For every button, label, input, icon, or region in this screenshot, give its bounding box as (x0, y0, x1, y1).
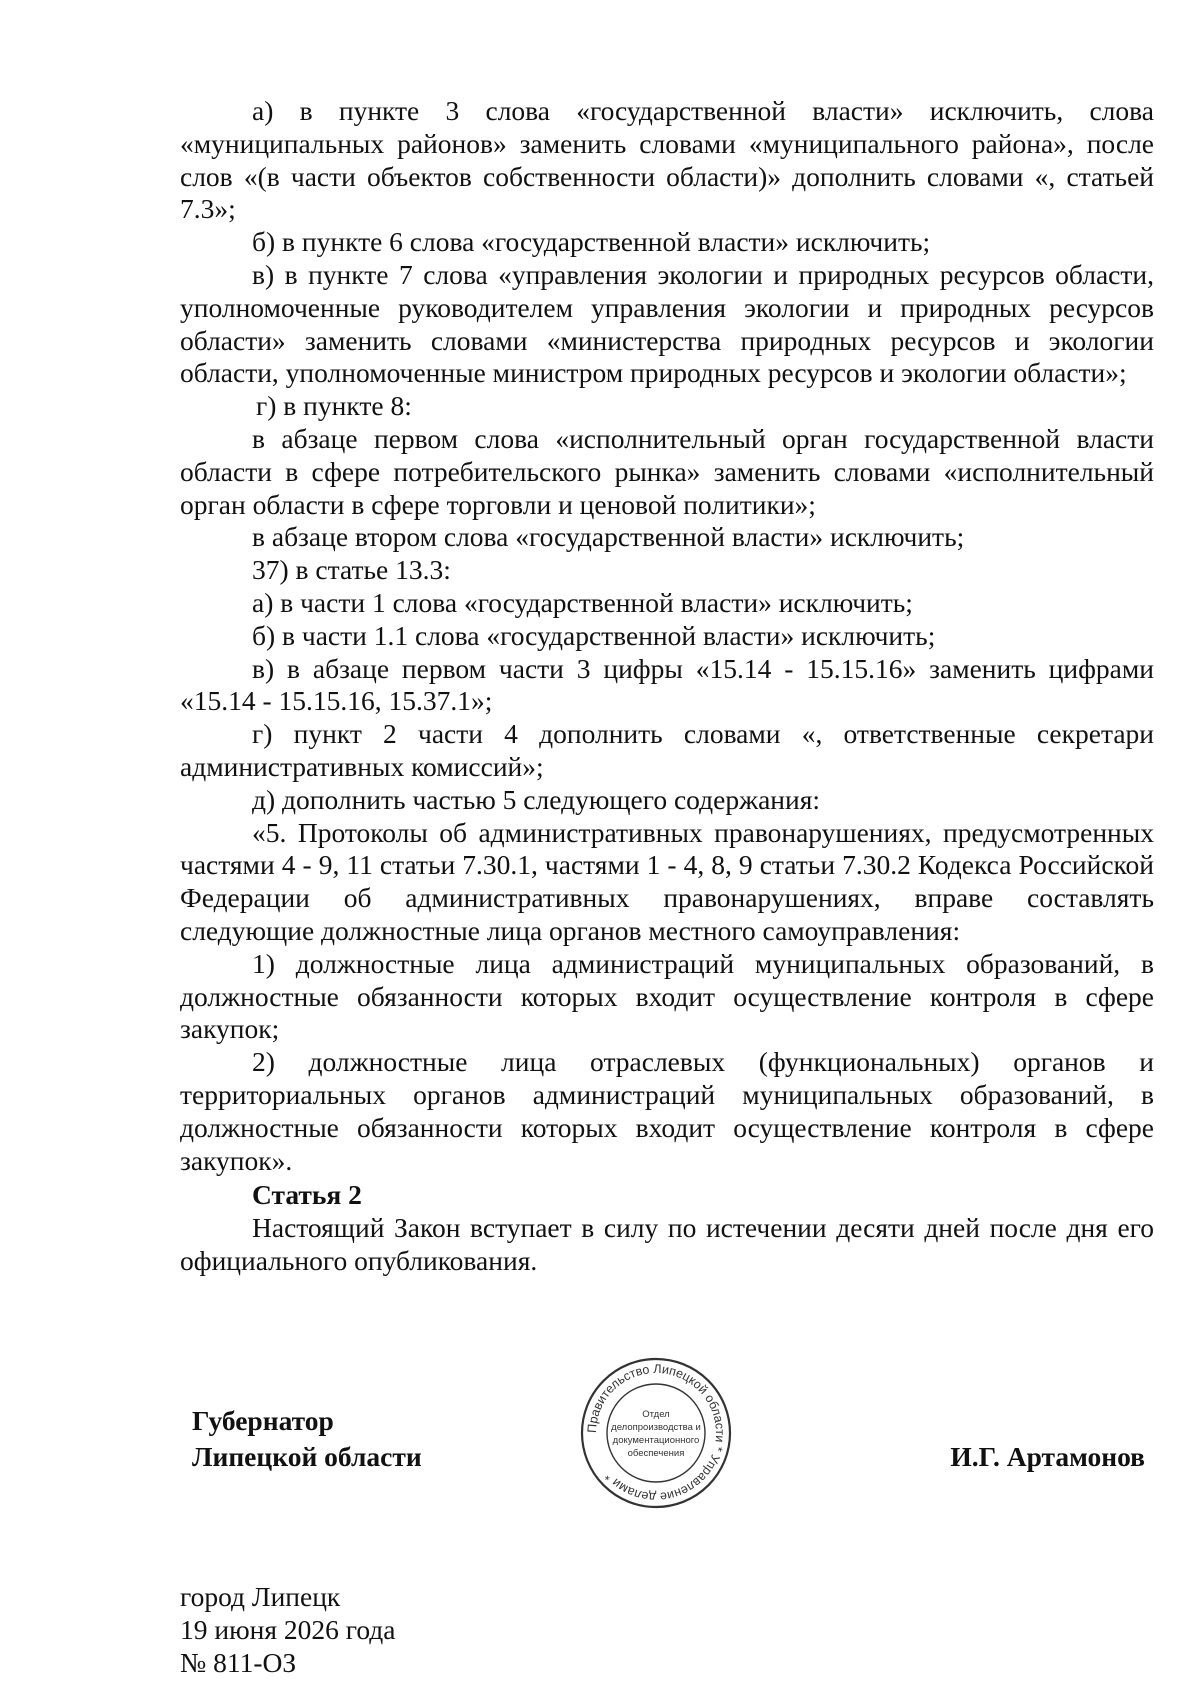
document-footer (180, 1580, 396, 1679)
signatory-name: И.Г. Артамонов (950, 1441, 1145, 1472)
stamp-ring-text: Правительство Липецкой области * Управление делами * (584, 1361, 728, 1505)
stamp-center-text: Отдел (642, 1409, 670, 1420)
paragraph: 37) в статье 13.3: (252, 554, 451, 586)
paragraph: в) в пункте 7 слова «управления экологии и природных ресурсов области, уполномоченные руководителем управления экологии и природных ресурсов области» заменить словами «министерства природных ресурсов и экологии области, уполномоченные министром природных ресурсов и экологии области»; (180, 258, 1154, 389)
paragraph: г) в пункте 8: (256, 390, 412, 422)
article-text: Настоящий Закон вступает в силу по истечении десяти дней после дня его официального опубликования. (180, 1212, 1154, 1276)
paragraph: в) в абзаце первом части 3 цифры «15.14 - 15.15.16» заменить цифрами «15.14 - 15.15.16, 15.37.1»; (180, 652, 1154, 717)
stamp-inner-ring (607, 1384, 705, 1482)
law-text-body (180, 95, 1154, 1278)
paragraph: б) в части 1.1 слова «государственной власти» исключить; (252, 619, 936, 651)
signatory-title-line: Липецкой области (192, 1441, 422, 1472)
paragraph: в абзаце первом слова «исполнительный орган государственной власти области в сфере потребительского рынка» заменить словами «исполнительный орган области в сфере торговли и ценовой политики»; (180, 422, 1154, 520)
paragraph: а) в пункте 3 слова «государственной власти» исключить, слова «муниципальных районов» заменить словами «муниципального района», после слов «(в части объектов собственности области)» дополнить словами «, статьей 7.3»; (180, 95, 1154, 225)
paragraph: «5. Протоколы об административных правонарушениях, предусмотренных частями 4 - 9, 11 статьи 7.30.1, частями 1 - 4, 8, 9 статьи 7.30.2 Кодекса Российской Федерации об административных правонарушениях, вправе составлять следующие должностные лица органов местного самоуправления: (180, 816, 1154, 946)
stamp-outer-ring (582, 1359, 730, 1507)
paragraph: б) в пункте 6 слова «государственной власти» исключить; (252, 226, 931, 258)
paragraph: 1) должностные лица администраций муниципальных образований, в должностные обязанности которых входит осуществление контроля в сфере закупок; (180, 947, 1154, 1045)
city-line: город Липецк (180, 1581, 341, 1612)
law-number: № 811-ОЗ (180, 1647, 297, 1678)
article-heading: Статья 2 (252, 1179, 362, 1211)
stamp-center-text: делопроизводства и (611, 1422, 701, 1433)
signatory-title (192, 1403, 422, 1475)
stamp-center-text: документационного (612, 1435, 700, 1446)
paragraph: г) пункт 2 части 4 дополнить словами «, ответственные секретари административных комиссий»; (180, 718, 1154, 782)
official-stamp (578, 1355, 734, 1511)
stamp-center-text: обеспечения (627, 1448, 685, 1459)
paragraph: в абзаце втором слова «государственной власти» исключить; (252, 521, 965, 553)
paragraph: а) в части 1 слова «государственной власти» исключить; (252, 586, 913, 618)
date-line: 19 июня 2026 года (180, 1614, 396, 1645)
signatory-title-line: Губернатор (192, 1405, 334, 1436)
paragraph: 2) должностные лица отраслевых (функциональных) органов и территориальных органов администраций муниципальных образований, в должностные обязанности которых входит осуществление контроля в сфере закупок». (180, 1046, 1154, 1176)
paragraph: д) дополнить частью 5 следующего содержания: (252, 783, 821, 815)
